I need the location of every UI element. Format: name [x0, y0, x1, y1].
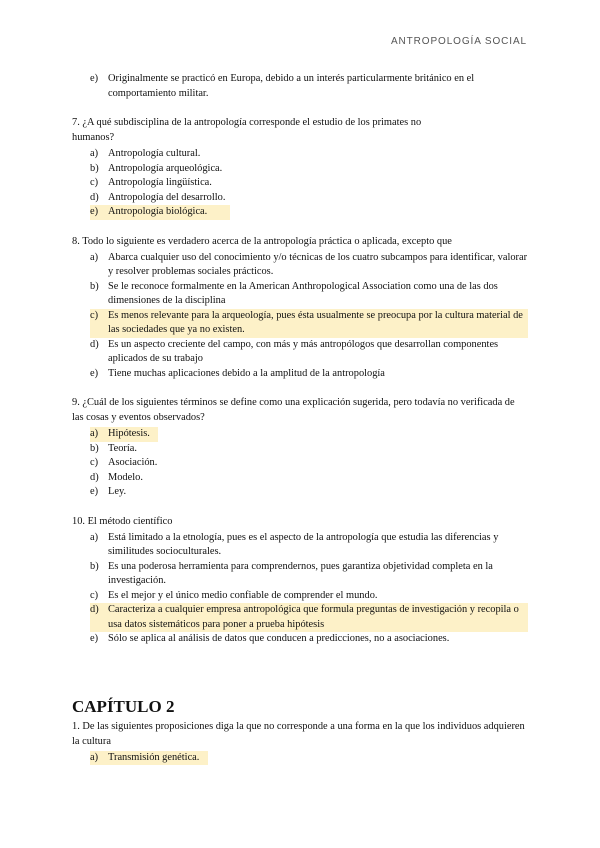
- option-text: Se le reconoce formalmente en la American Anthropological Association como una de las dos dimensiones de la disciplina: [108, 280, 498, 306]
- option-text: Sólo se aplica al análisis de datos que conducen a predicciones, no a asociaciones.: [108, 633, 450, 644]
- running-header: ANTROPOLOGÍA SOCIAL: [390, 36, 527, 47]
- question-9: [72, 395, 528, 500]
- question-text: 1. De las siguientes proposiciones diga la que no corresponde a una forma en la que los individuos adquieren la cultura: [72, 720, 525, 747]
- option-letter: b): [90, 280, 99, 292]
- option-10d-answer: [90, 603, 528, 632]
- option-c2-1a-answer: [90, 751, 208, 766]
- option-8d: [90, 338, 528, 367]
- option-letter: e): [90, 633, 99, 644]
- option-text: Hipótesis.: [108, 428, 150, 439]
- option-letter: d): [90, 604, 99, 615]
- option-text: Originalmente se practicó en Europa, debido a un interés particularmente británico en el comportamiento militar.: [108, 73, 475, 99]
- option-text: Es un aspecto creciente del campo, con más y más antropólogos que desarrollan componentes aplicados de su trabajo: [108, 338, 499, 364]
- chapter2-question-1: [72, 719, 528, 766]
- option-letter: e): [90, 206, 99, 217]
- question-7: [72, 115, 528, 220]
- option-letter: c): [90, 177, 99, 188]
- option-text: Abarca cualquier uso del conocimiento y/o técnicas de los cuatro subcampos para identificar, valorar y resolver problemas sociales prácticos.: [108, 251, 528, 277]
- option-9b: [90, 442, 528, 457]
- option-9a-answer: [90, 427, 158, 442]
- question-text: 7. ¿A qué subdisciplina de la antropología corresponde el estudio de los primates no humanos?: [72, 117, 422, 143]
- option-letter: a): [90, 751, 99, 763]
- option-text: Ley.: [108, 486, 127, 497]
- option-text: Antropología arqueológica.: [108, 162, 223, 174]
- option-10b: [90, 560, 528, 589]
- option-8b: [90, 280, 528, 309]
- option-8e: [90, 367, 528, 382]
- option-text: Teoría.: [108, 442, 137, 454]
- option-letter: a): [90, 531, 99, 543]
- option-letter: b): [90, 442, 99, 454]
- option-text: Tiene muchas aplicaciones debido a la amplitud de la antropología: [108, 367, 385, 379]
- option-letter: e): [90, 73, 99, 84]
- option-8a: [90, 251, 528, 280]
- option-text: Modelo.: [108, 471, 143, 483]
- option-9e: [90, 485, 528, 500]
- option-text: Antropología biológica.: [108, 206, 208, 217]
- option-text: Está limitado a la etnología, pues es el aspecto de la antropología que estudia las diferencias y similitudes socioculturales.: [108, 531, 499, 557]
- question-10: [72, 514, 528, 647]
- option-10e: [90, 632, 528, 647]
- option-letter: e): [90, 486, 99, 497]
- option-letter: b): [90, 560, 99, 572]
- option-letter: e): [90, 367, 99, 379]
- question-8: [72, 234, 528, 382]
- option-letter: c): [90, 589, 99, 601]
- option-7b: [90, 162, 528, 177]
- option-letter: a): [90, 251, 99, 263]
- option-text: Antropología lingüística.: [108, 177, 212, 188]
- option-letter: c): [90, 457, 99, 468]
- option-10a: [90, 531, 528, 560]
- page-content: [72, 72, 528, 765]
- option-letter: c): [90, 309, 99, 321]
- option-text: Es el mejor y el único medio confiable de comprender el mundo.: [108, 589, 378, 601]
- option-7c: [90, 176, 528, 191]
- option-text: Es menos relevante para la arqueología, pues ésta usualmente se preocupa por la cultura material de las sociedades que ya no existen.: [108, 309, 523, 335]
- option-text: Asociación.: [108, 457, 158, 468]
- question-text: 8. Todo lo siguiente es verdadero acerca de la antropología práctica o aplicada, excepto que: [72, 235, 452, 247]
- option-7a: [90, 147, 528, 162]
- option-9c: [90, 456, 528, 471]
- option-10c: [90, 589, 528, 604]
- option-letter: b): [90, 162, 99, 174]
- chapter-heading: CAPÍTULO 2: [72, 696, 175, 716]
- option-8c-answer: [90, 309, 528, 338]
- option-letter: d): [90, 191, 99, 203]
- option-letter: d): [90, 338, 99, 350]
- option-text: Antropología del desarrollo.: [108, 191, 226, 203]
- option-text: Antropología cultural.: [108, 148, 201, 159]
- option-7e-answer: [90, 205, 230, 220]
- option-text: Transmisión genética.: [108, 751, 200, 763]
- option-letter: a): [90, 148, 99, 159]
- option-text: Caracteriza a cualquier empresa antropológica que formula preguntas de investigación y recopila o usa datos sistemáticos para poner a prueba hipótesis: [108, 604, 519, 630]
- question-text: 10. El método científico: [72, 515, 173, 527]
- option-7d: [90, 191, 528, 206]
- option-letter: a): [90, 428, 99, 439]
- option-6e: [90, 72, 528, 101]
- question-6-tail: [72, 72, 528, 101]
- question-text: 9. ¿Cuál de los siguientes términos se define como una explicación sugerida, pero todavía no verificada de las cosas y eventos observados?: [72, 397, 515, 423]
- option-letter: d): [90, 471, 99, 483]
- option-9d: [90, 471, 528, 486]
- option-text: Es una poderosa herramienta para comprendernos, pues garantiza objetividad completa en la investigación.: [108, 560, 493, 586]
